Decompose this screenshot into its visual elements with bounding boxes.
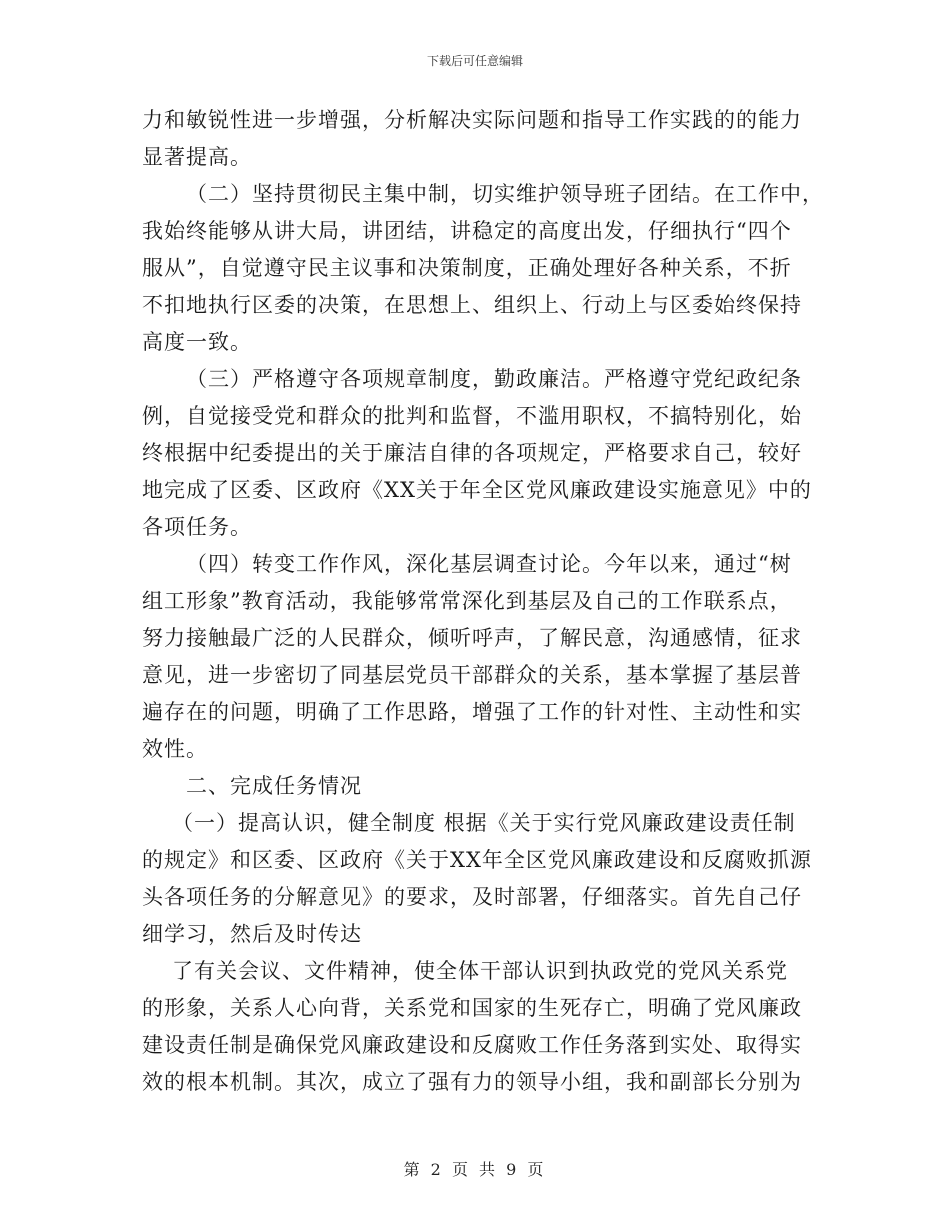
text-line: 意见，进一步密切了同基层党员干部群众的关系，基本掌握了基层普: [142, 663, 802, 687]
text-line: 效性。: [142, 737, 208, 761]
paragraph-start-line: （四）转变工作作风，深化基层调查讨论。今年以来，通过“树: [186, 552, 792, 576]
text-line: 各项任务。: [142, 515, 252, 539]
text-line: 显著提高。: [142, 145, 252, 169]
text-line: 例，自觉接受党和群众的批判和监督，不滥用职权，不搞特别化，始: [142, 404, 802, 428]
text-line: 不扣地执行区委的决策，在思想上、组织上、行动上与区委始终保持: [142, 293, 802, 317]
text-line: 细学习，然后及时传达: [142, 922, 362, 946]
text-line: 我始终能够从讲大局，讲团结，讲稳定的高度出发，仔细执行“四个: [142, 219, 792, 243]
text-line: 遍存在的问题，明确了工作思路，增强了工作的针对性、主动性和实: [142, 700, 802, 724]
document-body: [142, 102, 824, 1101]
text-line: 地完成了区委、区政府《XX关于年全区党风廉政建设实施意见》中的: [142, 478, 812, 502]
text-line: 终根据中纪委提出的关于廉洁自律的各项规定，严格要求自己，较好: [142, 441, 802, 465]
section-heading: 二、完成任务情况: [186, 774, 362, 798]
text-line: 建设责任制是确保党风廉政建设和反腐败工作任务落到实处、取得实: [142, 1033, 802, 1057]
paragraph-start-line: （一）提高认识，健全制度 根据《关于实行党风廉政建设责任制: [172, 811, 796, 835]
paragraph-start-line: （二）坚持贯彻民主集中制，切实维护领导班子团结。在工作中，: [186, 182, 824, 206]
text-line: 力和敏锐性进一步增强，分析解决实际问题和指导工作实践的的能力: [142, 108, 802, 132]
text-line: 的形象，关系人心向背，关系党和国家的生死存亡，明确了党风廉政: [142, 996, 802, 1020]
text-line: 的规定》和区委、区政府《关于XX年全区党风廉政建设和反腐败抓源: [142, 848, 812, 872]
page-footer: 第 2 页 共 9 页: [403, 1160, 547, 1179]
text-line: 高度一致。: [142, 330, 252, 354]
text-line: 组工形象”教育活动，我能够常常深化到基层及自己的工作联系点，: [142, 589, 792, 613]
paragraph-start-line: 了有关会议、文件精神，使全体干部认识到执政党的党风关系党: [172, 959, 788, 983]
text-line: 头各项任务的分解意见》的要求，及时部署，仔细落实。首先自己仔: [142, 885, 802, 909]
page-header: 下载后可任意编辑: [426, 54, 523, 68]
text-line: 服从”，自觉遵守民主议事和决策制度，正确处理好各种关系，不折: [142, 256, 792, 280]
text-line: 努力接触最广泛的人民群众，倾听呼声，了解民意，沟通感情，征求: [142, 626, 802, 650]
paragraph-start-line: （三）严格遵守各项规章制度，勤政廉洁。严格遵守党纪政纪条: [186, 367, 802, 391]
text-line: 效的根本机制。其次，成立了强有力的领导小组，我和副部长分别为: [142, 1070, 802, 1094]
